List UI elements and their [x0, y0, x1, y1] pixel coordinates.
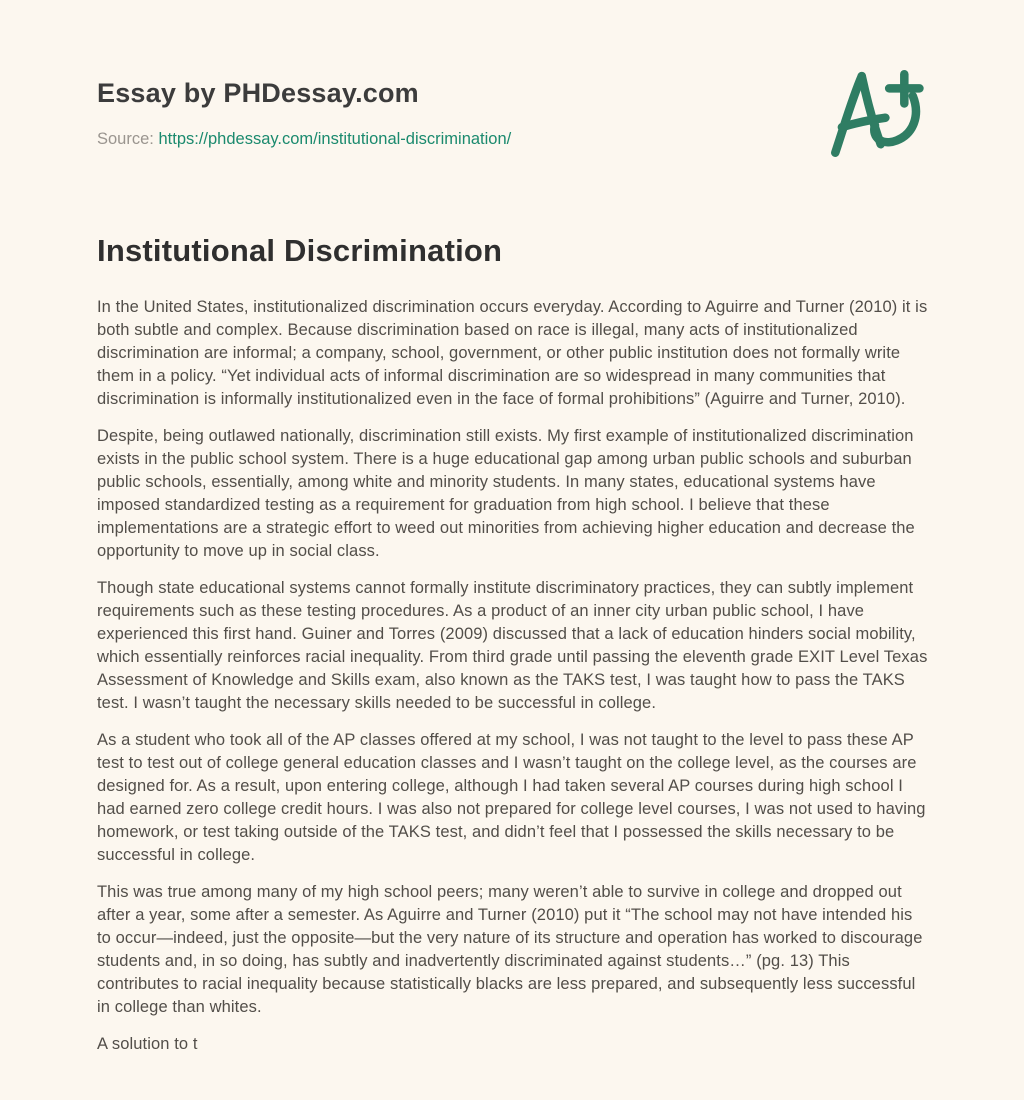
essay-paragraph: Though state educational systems cannot formally institute discriminatory practices, they can subtly implement requirements such as these testing procedures. As a product of an inner city urban public school, I have experienced this first hand. Guiner and Torres (2009) discussed that a lack of education hinders social mobility, which essentially reinforces racial inequality. From third grade until passing the eleventh grade EXIT Level Texas Assessment of Knowledge and Skills exam, also known as the TAKS test, I was taught how to pass the TAKS test. I wasn’t taught the necessary skills needed to be successful in college. [97, 579, 928, 712]
essay-title: Institutional Discrimination [97, 233, 503, 268]
essay-paragraph: In the United States, institutionalized discrimination occurs everyday. According to Aguirre and Turner (2010) it is both subtle and complex. Because discrimination based on race is illegal, many acts of institutionalized discrimination are informal; a company, school, government, or other public institution does not formally write them in a policy. “Yet individual acts of informal discrimination are so widespread in many communities that discrimination is informally institutionalized even in the face of formal prohibitions” (Aguirre and Turner, 2010). [97, 298, 928, 408]
essay-paragraph: This was true among many of my high school peers; many weren’t able to survive in college and dropped out after a year, some after a semester. As Aguirre and Turner (2010) put it “The school may not have intended his to occur—indeed, just the opposite—but the very nature of its structure and operation has worked to discourage students and, in so doing, has subtly and inadvertently discriminated against students…” (pg. 13) This contributes to racial inequality because statistically blacks are less prepared, and subsequently less successful in college than whites. [97, 883, 923, 1016]
source-link[interactable]: https://phdessay.com/institutional-discrimination/ [158, 130, 512, 148]
essay-paragraph: As a student who took all of the AP classes offered at my school, I was not taught to the level to pass these AP test to test out of college general education classes and I wasn’t taught on the college level, as the courses are designed for. As a result, upon entering college, although I had taken several AP courses during high school I had earned zero college credit hours. I was also not prepared for college level courses, I was not used to having homework, or test taking outside of the TAKS test, and didn’t feel that I possessed the skills necessary to be successful in college. [97, 731, 926, 864]
source-label: Source: [97, 130, 154, 148]
source-line [97, 130, 928, 149]
brand-heading: Essay by PHDessay.com [97, 78, 419, 108]
page-header [97, 78, 928, 149]
essay-paragraph: Despite, being outlawed nationally, discrimination still exists. My first example of institutionalized discrimination exists in the public school system. There is a huge educational gap among urban public schools and suburban public schools, essentially, among white and minority students. In many states, educational systems have imposed standardized testing as a requirement for graduation from high school. I believe that these implementations are a strategic effort to weed out minorities from achieving higher education and decrease the opportunity to move up in social class. [97, 427, 915, 560]
a-plus-logo-icon [823, 64, 927, 162]
essay-paragraph: A solution to t [97, 1035, 198, 1053]
essay-body [97, 296, 930, 1056]
